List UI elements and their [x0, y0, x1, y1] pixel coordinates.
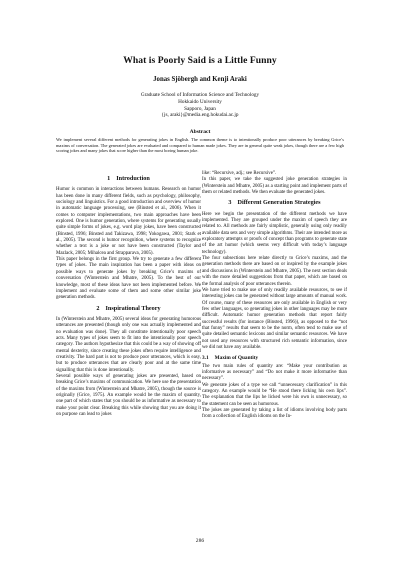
abstract-text: We implement several different methods for generating jokes in English. The common theme is to intentionally produce poor utterances by breaking Grice’s maxims of conversation. The generated jokes are evaluated and compared to human made jokes. They are in general quite weak jokes, though there are a few high scoring jokes and many jokes that score higher than the most boring human joke.	[56, 137, 344, 154]
paragraph: Here we begin the presentation of the different methods we have implemented. They are grouped under the maxim of speech they are related to. All methods are fairly simplistic, generally using only readily available data sets and very simple algorithms. Their are intended more as exploratory attempts or proofs of concept than programs to generate state of the art humor (which seems very difficult with today’s language technology).	[202, 211, 347, 255]
section-title: Introduction	[116, 175, 150, 182]
paragraph: like: “Recursive, adj.; see Recursive”.	[202, 171, 277, 176]
subsection-title: Maxim of Quantity	[214, 355, 259, 362]
subsection-heading-maxim-of-quantity	[202, 355, 347, 361]
paragraph: The jokes are generated by taking a list of idioms involving body parts from a collection of English idioms on the In-	[202, 408, 347, 420]
right-column	[202, 171, 347, 421]
page-number: 286	[195, 538, 205, 544]
paragraph: This paper belongs in the first group. We try to generate a few different types of jokes. The main inspiration has been a paper with ideas on possible ways to generate jokes by breaking Grice’s maxims of conversation (Winterstein and Mhatre, 2005). To the best of our knowledge, most of these ideas have not been implemented before. We implement and evaluate some of them and some other similar joke generation methods.	[56, 257, 201, 301]
subsection-number: 3.1	[202, 355, 209, 362]
section-heading-inspirational-theory	[56, 306, 201, 312]
paragraph: We have tried to make use of only readily available resources, to see if interesting jokes can be generated without large amounts of manual work. Of course, many of these resources are only available in English or very few other languages, so generating jokes in other languages may be more difficult. Automatic humor generation methods that report fairly successful results (for instance (Binsted, 1996)), as opposed to the “not that funny” results that seem to be the norm, often tend to make use of quite detailed semantic lexicons and similar semantic resources. We have not used any resources with structured rich semantic information, since we did not have any available.	[202, 287, 347, 350]
affiliation-line: Sapporo, Japan	[184, 105, 216, 112]
paragraph: In this paper, we take the suggested joke generation strategies in (Winterstein and Mhatre, 2005) as a starting point and implement parts of them or related methods. We then evaluate the generated jokes.	[202, 177, 347, 196]
section-title: Inspirational Theory	[105, 304, 161, 312]
paragraph: We generate jokes of a type we call “unnecessary clarification” in this category. An example would be “He stood there licking his own lips”. The explanation that the lips he licked were his own is unnecessary, so the statement can be seen as humorous.	[202, 382, 347, 407]
paragraph: The two main rules of quantity are: “Make your contribution as informative as necessary” and “Do not make it more informative than necessary”.	[202, 363, 347, 382]
section-title: Different Generation Strategies	[237, 199, 321, 207]
affiliation-line: Hokkaido University	[178, 98, 222, 105]
paragraph: Humor is common in interactions between humans. Research on humor has been done in many different fields, such as psychology, philosophy, sociology and linguistics. For a good introduction and overview of humor in automatic language processing, see (Binsted et al., 2006). When it comes to computer implementations, two main approaches have been explored. One is humor generation, where systems for generating usually quite simple forms of jokes, e.g. word play jokes, have been constructed (Binsted, 1996; Binsted and Takizawa, 1998; Yokogawa, 2001; Stark et al., 2005). The second is humor recognition, where systems to recognize whether a text is a joke or not have been constructed (Taylor and Mazlack, 2005; Mihalcea and Strapparava, 2005).	[56, 187, 201, 256]
affiliation-email: {js, araki}@media.eng.hokudai.ac.jp	[161, 112, 239, 119]
affiliation-block	[0, 92, 400, 119]
paragraph: In (Winterstein and Mhatre, 2005) several ideas for generating humorous utterances are presented (though only one was actually implemented and no evaluation was done). They all constitute intentionally poor speech acts. Many types of jokes seem to fit into the intentionally poor speech category. The authors hypothesize that this could be a way of showing off mental dexterity, since creating these jokes often require intelligence and creativity. The hard part is not to produce poor utterances, which is easy, but to produce utterances that are clearly poor and at the same time signalling that this is done intentionally.	[56, 316, 201, 373]
section-heading-introduction	[56, 176, 201, 182]
section-number: 3	[228, 199, 232, 207]
section-number: 1	[107, 175, 111, 182]
section-heading-generation-strategies	[202, 200, 347, 206]
paragraph: Several possible ways of generating jokes are presented, based on breaking Grice’s maxims of communication. We here use the presentation of the maxims from (Winterstein and Mhatre, 2005), though the source is originally (Grice, 1975). An example would be the maxim of quantity, one part of which states that you should be as informative as necessary to make your point clear. Breaking this while showing that you are doing it on purpose can lead to jokes	[56, 373, 201, 418]
abstract-heading: Abstract	[189, 129, 211, 135]
left-column	[56, 172, 201, 418]
paper-title: What is Poorly Said is a Little Funny	[123, 55, 277, 66]
paragraph: The four subsections here relate directly to Grice’s maxims, and the generation methods there are based on or inspired by the example jokes and discussions in (Winterstein and Mhatre, 2005). The next section deals with the more detailed suggestions from that paper, which are based on the formal analysis of poor utterances therein.	[202, 256, 347, 287]
paper-authors: Jonas Sjöbergh and Kenji Araki	[153, 76, 247, 83]
section-number: 2	[96, 304, 100, 312]
affiliation-line: Graduate School of Information Science and Technology	[140, 92, 260, 98]
